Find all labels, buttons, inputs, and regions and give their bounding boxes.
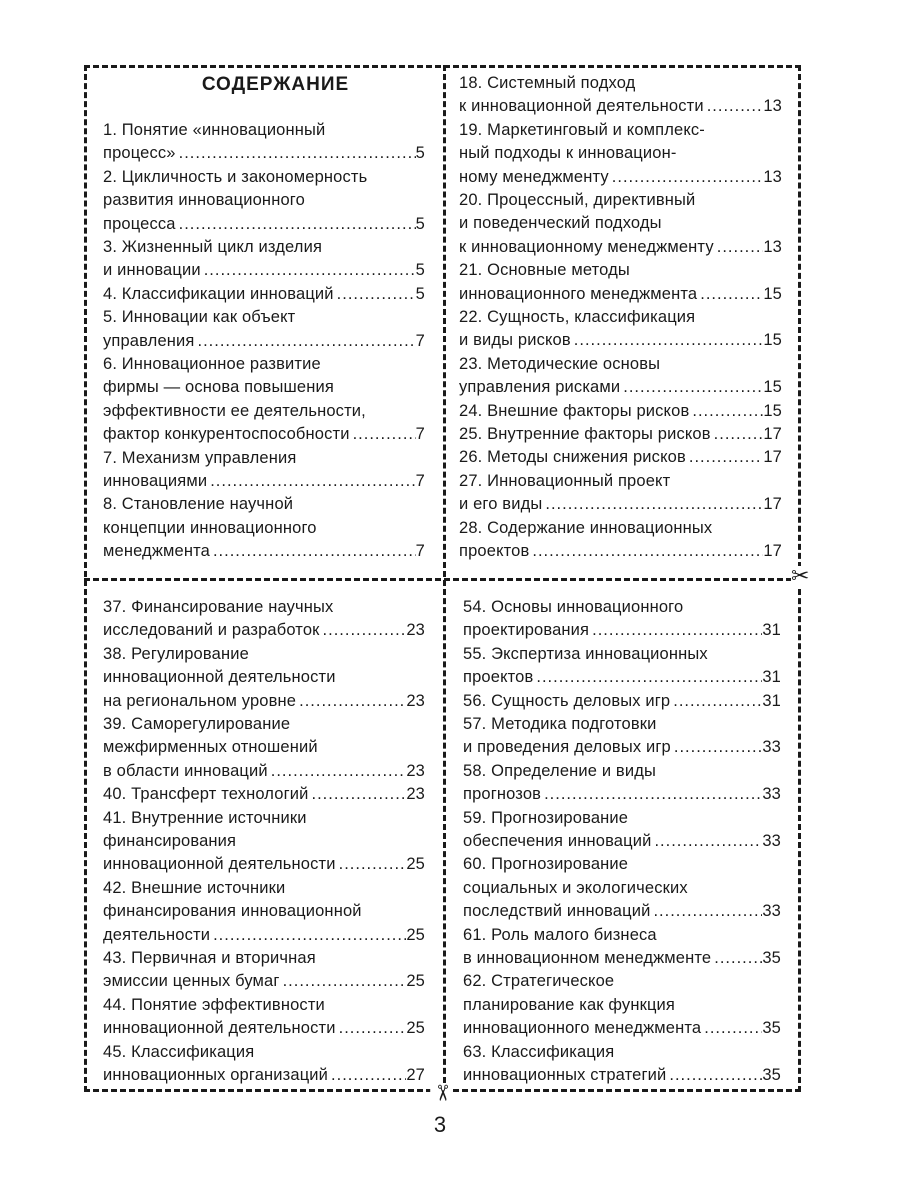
dot-leader: [210, 540, 416, 563]
toc-entry-line: фирмы — основа повышения: [103, 378, 334, 397]
toc-entry-page: 35: [762, 948, 781, 967]
dot-leader: [542, 493, 763, 516]
vertical-cut-line: [443, 65, 446, 1092]
toc-entry-line: 19. Маркетинговый и комплекс-: [459, 120, 705, 139]
toc-entry-line: 37. Финансирование научных: [103, 598, 334, 616]
dot-leader: [336, 1017, 407, 1040]
dot-leader: [620, 376, 763, 399]
toc-entry-title: инновационного менеджмента: [463, 1019, 702, 1038]
toc-entry-title: в области инноваций: [103, 761, 268, 780]
toc-entry[interactable]: [103, 306, 425, 353]
toc-entry-line: 62. Стратегическое: [463, 972, 615, 991]
toc-entry-line: 7. Механизм управления: [103, 448, 297, 467]
toc-entry-page: 13: [763, 237, 782, 256]
dot-leader: [651, 830, 762, 853]
toc-entry-page: 17: [763, 448, 782, 467]
dot-leader: [350, 423, 416, 446]
dot-leader: [268, 760, 407, 783]
toc-entry-title: управления рисками: [459, 378, 621, 397]
toc-entry[interactable]: [459, 306, 782, 353]
toc-entry[interactable]: [103, 807, 425, 877]
toc-entry[interactable]: [459, 517, 782, 564]
toc-entry-page: 7: [415, 542, 425, 561]
toc-entry-page: 17: [763, 541, 782, 560]
toc-entry[interactable]: [103, 713, 425, 783]
toc-entry-page: 17: [763, 495, 782, 514]
toc-entry-line: межфирменных отношений: [103, 738, 318, 757]
dot-leader: [609, 166, 764, 189]
dot-leader: [320, 619, 407, 642]
toc-entry[interactable]: [103, 643, 425, 713]
toc-entry-line: 57. Методика подготовки: [463, 715, 657, 733]
toc-entry-page: 35: [762, 1065, 781, 1084]
toc-entry-page: 33: [762, 785, 781, 804]
toc-entry[interactable]: [459, 400, 782, 423]
toc-entry-page: 5: [415, 214, 425, 233]
toc-entry-page: 25: [406, 1019, 425, 1038]
toc-entry[interactable]: [463, 713, 781, 760]
toc-entry[interactable]: [463, 1041, 781, 1088]
toc-entry-title: 4. Классификации инноваций: [103, 284, 334, 303]
toc-entry-page: 33: [762, 902, 781, 921]
toc-entry-line: 39. Саморегулирование: [103, 714, 291, 733]
toc-entry-title: исследований и разработок: [103, 621, 320, 640]
toc-entry-page: 31: [762, 621, 781, 640]
toc-entry-title: 24. Внешние факторы рисков: [459, 401, 690, 420]
toc-entry[interactable]: [103, 283, 425, 306]
dot-leader: [328, 1064, 406, 1087]
toc-entry-page: 23: [406, 621, 425, 640]
toc-entry-line: и поведенческий подходы: [459, 214, 662, 233]
toc-entry-line: развития инновационного: [103, 191, 305, 210]
toc-entry-page: 27: [406, 1065, 425, 1084]
dot-leader: [210, 924, 406, 947]
toc-entry-title: проектирования: [463, 621, 590, 640]
toc-entry-line: финансирования инновационной: [103, 902, 362, 921]
dot-leader: [176, 142, 416, 165]
toc-entry-title: к инновационному менеджменту: [459, 237, 714, 256]
toc-entry-line: 8. Становление научной: [103, 495, 294, 514]
toc-entry-line: 44. Понятие эффективности: [103, 995, 325, 1014]
toc-entry[interactable]: [103, 596, 425, 643]
toc-entry[interactable]: [463, 970, 781, 1040]
toc-entry-page: 23: [406, 761, 425, 780]
toc-entry-title: 25. Внутренние факторы рисков: [459, 424, 711, 443]
dot-leader: [571, 329, 764, 352]
dot-leader: [671, 736, 762, 759]
toc-entry[interactable]: [103, 947, 425, 994]
toc-entry[interactable]: [103, 877, 425, 947]
toc-entry-title: управления: [103, 331, 195, 350]
toc-entry[interactable]: [459, 72, 782, 119]
dot-leader: [686, 446, 763, 469]
toc-entry-line: 20. Процессный, директивный: [459, 190, 696, 209]
toc-entry-page: 13: [763, 97, 782, 116]
toc-entry-line: 3. Жизненный цикл изделия: [103, 237, 323, 256]
toc-entry-line: 28. Содержание инновационных: [459, 518, 713, 537]
dot-leader: [334, 283, 416, 306]
toc-column-top-right: [459, 72, 782, 563]
toc-entry-line: 21. Основные методы: [459, 261, 630, 280]
toc-entry-page: 25: [406, 855, 425, 874]
toc-entry-line: ный подходы к инновацион-: [459, 144, 677, 163]
toc-entry[interactable]: [103, 493, 425, 563]
toc-entry-line: 27. Инновационный проект: [459, 471, 671, 490]
toc-entry[interactable]: [463, 690, 781, 713]
dot-leader: [711, 947, 762, 970]
toc-entry-page: 31: [762, 691, 781, 710]
dot-leader: [714, 236, 764, 259]
dot-leader: [207, 470, 415, 493]
dot-leader: [701, 1017, 762, 1040]
toc-entry-page: 33: [762, 738, 781, 757]
toc-entry-title: 56. Сущность деловых игр: [463, 691, 671, 710]
toc-entry-title: эмиссии ценных бумаг: [103, 972, 280, 991]
toc-entry-line: 60. Прогнозирование: [463, 855, 629, 874]
toc-entry-page: 33: [762, 831, 781, 850]
toc-entry-title: и его виды: [459, 495, 543, 514]
toc-entry-page: 7: [415, 425, 425, 444]
dot-leader: [650, 900, 762, 923]
dot-leader: [533, 666, 762, 689]
toc-entry[interactable]: [463, 807, 781, 854]
toc-entry-line: 41. Внутренние источники: [103, 808, 307, 827]
dot-leader: [689, 400, 763, 423]
toc-entry-line: 54. Основы инновационного: [463, 598, 684, 616]
dot-leader: [697, 283, 763, 306]
toc-entry-title: к инновационной деятельности: [459, 97, 704, 116]
toc-entry-line: 5. Инновации как объект: [103, 308, 296, 327]
toc-entry-line: 61. Роль малого бизнеса: [463, 925, 657, 944]
toc-entry-line: 63. Классификация: [463, 1042, 615, 1061]
toc-entry-page: 31: [762, 668, 781, 687]
toc-column-top-left: [103, 119, 425, 564]
toc-entry-line: 38. Регулирование: [103, 644, 249, 663]
toc-entry-line: финансирования: [103, 831, 237, 850]
toc-entry-page: 15: [763, 284, 782, 303]
page-number: 3: [433, 1112, 447, 1137]
toc-entry-title: инновационного менеджмента: [459, 284, 698, 303]
toc-entry-page: 23: [406, 785, 425, 804]
dot-leader: [711, 423, 764, 446]
toc-entry[interactable]: [103, 353, 425, 447]
toc-entry-page: 5: [415, 284, 425, 303]
toc-entry[interactable]: [103, 783, 425, 806]
toc-entry-title: прогнозов: [463, 785, 542, 804]
toc-entry-page: 7: [415, 471, 425, 490]
toc-entry[interactable]: [459, 259, 782, 306]
scissors-icon: ✂: [429, 1083, 455, 1103]
dot-leader: [589, 619, 762, 642]
toc-entry-title: ному менеджменту: [459, 167, 609, 186]
toc-entry-page: 15: [763, 378, 782, 397]
toc-entry-line: инновационной деятельности: [103, 668, 336, 687]
toc-entry-page: 15: [763, 401, 782, 420]
dot-leader: [529, 540, 763, 563]
dot-leader: [176, 213, 416, 236]
toc-entry[interactable]: [459, 446, 782, 469]
toc-entry-page: 17: [763, 424, 782, 443]
dot-leader: [541, 783, 762, 806]
toc-entry-page: 7: [415, 331, 425, 350]
dot-leader: [670, 690, 762, 713]
toc-entry-line: 59. Прогнозирование: [463, 808, 629, 827]
toc-entry-title: 26. Методы снижения рисков: [459, 448, 686, 467]
toc-entry[interactable]: [103, 236, 425, 283]
toc-entry-title: инновационной деятельности: [103, 1019, 336, 1038]
toc-entry-line: 23. Методические основы: [459, 354, 661, 373]
toc-column-bottom-right: [463, 596, 781, 1087]
toc-entry-line: 43. Первичная и вторичная: [103, 948, 316, 967]
toc-entry[interactable]: [459, 119, 782, 189]
toc-entry-page: 25: [406, 925, 425, 944]
toc-entry-title: проектов: [463, 668, 534, 687]
dot-leader: [280, 970, 407, 993]
toc-entry-title: процесса: [103, 214, 176, 233]
toc-entry[interactable]: [459, 353, 782, 400]
toc-entry-line: 22. Сущность, классификация: [459, 307, 696, 326]
toc-entry[interactable]: [103, 994, 425, 1041]
toc-entry-title: инновационной деятельности: [103, 855, 336, 874]
toc-entry[interactable]: [463, 596, 781, 643]
dot-leader: [195, 330, 416, 353]
dot-leader: [309, 783, 407, 806]
dot-leader: [704, 95, 764, 118]
toc-entry-title: менеджмента: [103, 542, 210, 561]
toc-entry[interactable]: [463, 853, 781, 923]
toc-entry-line: 45. Классификация: [103, 1042, 255, 1061]
toc-entry-title: инновационных организаций: [103, 1065, 329, 1084]
toc-entry-page: 5: [415, 261, 425, 280]
toc-entry-line: социальных и экологических: [463, 878, 688, 897]
toc-entry-line: концепции инновационного: [103, 518, 317, 537]
toc-entry-line: 2. Цикличность и закономерность: [103, 167, 368, 186]
toc-entry-title: и проведения деловых игр: [463, 738, 671, 757]
toc-entry-title: инновациями: [103, 471, 208, 490]
toc-entry-page: 25: [406, 972, 425, 991]
toc-entry-line: планирование как функция: [463, 995, 676, 1014]
toc-entry-title: в инновационном менеджменте: [463, 948, 712, 967]
toc-entry-title: и виды рисков: [459, 331, 571, 350]
dot-leader: [296, 690, 406, 713]
toc-entry[interactable]: [103, 166, 425, 236]
toc-entry-title: последствий инноваций: [463, 902, 651, 921]
toc-entry-title: фактор конкурентоспособности: [103, 425, 350, 444]
toc-entry-title: процесс»: [103, 144, 176, 163]
toc-entry-title: и инновации: [103, 261, 201, 280]
toc-entry-line: 55. Экспертиза инновационных: [463, 644, 708, 663]
scissors-icon: ✂: [791, 564, 810, 589]
toc-entry-line: эффективности ее деятельности,: [103, 401, 366, 420]
toc-entry[interactable]: [103, 1041, 425, 1088]
toc-entry[interactable]: [463, 643, 781, 690]
toc-entry-page: 23: [406, 691, 425, 710]
toc-entry-line: 18. Системный подход: [459, 74, 636, 92]
toc-entry-page: 15: [763, 331, 782, 350]
toc-entry-line: 58. Определение и виды: [463, 761, 657, 780]
dot-leader: [201, 259, 416, 282]
toc-entry[interactable]: [459, 470, 782, 517]
toc-entry[interactable]: [459, 189, 782, 259]
toc-entry-page: 13: [763, 167, 782, 186]
toc-entry-title: на региональном уровне: [103, 691, 297, 710]
toc-entry-line: 42. Внешние источники: [103, 878, 286, 897]
toc-entry-line: 6. Инновационное развитие: [103, 354, 321, 373]
toc-entry[interactable]: [463, 760, 781, 807]
toc-entry-line: 1. Понятие «инновационный: [103, 121, 326, 139]
toc-entry-page: 35: [762, 1019, 781, 1038]
toc-entry-title: инновационных стратегий: [463, 1065, 667, 1084]
toc-entry[interactable]: [463, 924, 781, 971]
dot-leader: [666, 1064, 762, 1087]
toc-entry-title: 40. Трансферт технологий: [103, 785, 309, 804]
toc-entry[interactable]: [459, 423, 782, 446]
toc-entry[interactable]: [103, 119, 425, 166]
contents-title: СОДЕРЖАНИЕ: [201, 74, 350, 95]
toc-entry[interactable]: [103, 447, 425, 494]
toc-entry-title: деятельности: [103, 925, 211, 944]
dot-leader: [336, 853, 407, 876]
toc-entry-title: проектов: [459, 541, 530, 560]
toc-entry-title: обеспечения инноваций: [463, 831, 652, 850]
toc-column-bottom-left: [103, 596, 425, 1087]
toc-entry-page: 5: [415, 144, 425, 163]
